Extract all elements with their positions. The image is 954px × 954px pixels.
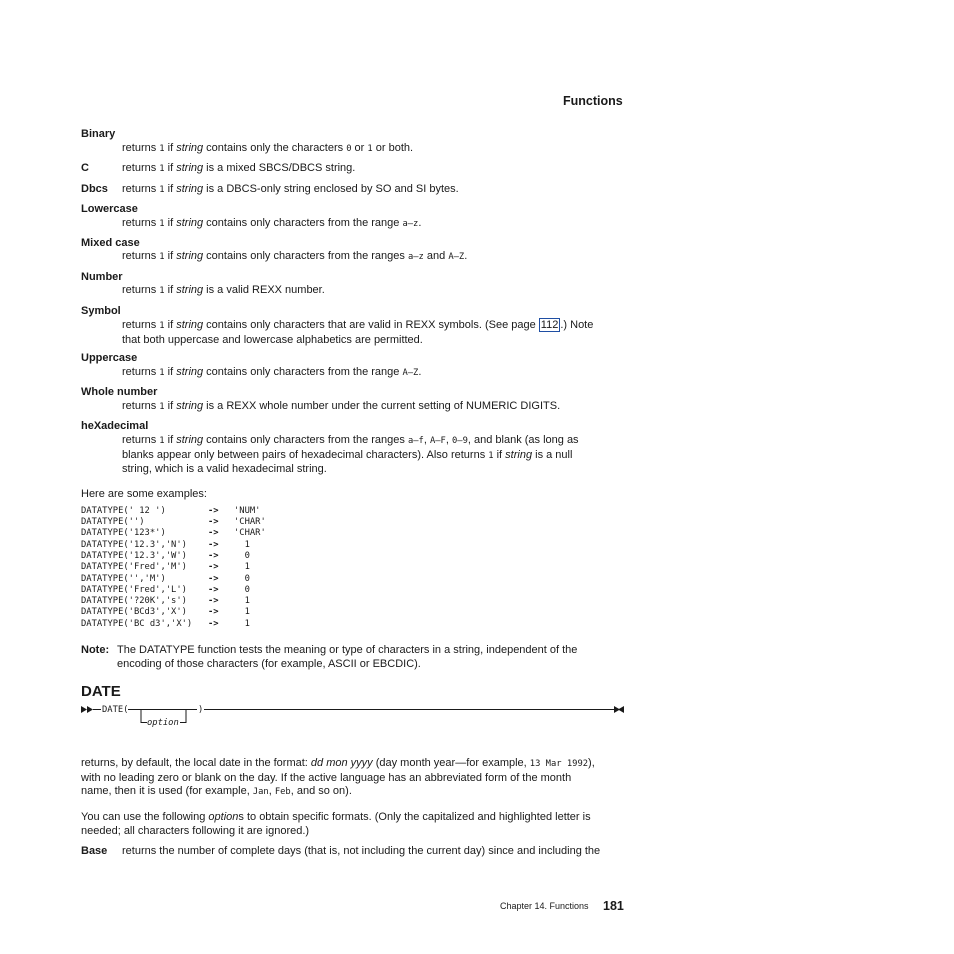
example-arrow: ->: [208, 551, 219, 561]
text: ,: [423, 434, 430, 446]
option-desc-dbcs: [122, 183, 632, 198]
example-result: 0: [234, 551, 250, 561]
option-term-mixed-case: Mixed case: [81, 237, 140, 249]
example-arrow: ->: [208, 506, 219, 516]
note-line: The DATATYPE function tests the meaning or type of characters in a string, independent of the: [117, 644, 578, 656]
text: contains only characters from the range: [203, 217, 403, 229]
note-label: Note:: [81, 644, 110, 656]
example-arrow: ->: [208, 607, 219, 617]
option-desc-number: [122, 284, 632, 299]
example-result: 'CHAR': [234, 517, 266, 527]
example-arrow: ->: [208, 540, 219, 550]
code: 1: [488, 450, 494, 461]
example-call: DATATYPE('Fred','L'): [81, 585, 187, 595]
code: Feb: [274, 787, 291, 797]
example-call: DATATYPE('BC d3','X'): [81, 619, 193, 629]
text: returns: [122, 434, 160, 446]
code: 0–9: [451, 436, 468, 446]
option-desc-whole-number: [122, 400, 632, 415]
option-desc-c: [122, 162, 632, 177]
text: and: [423, 250, 449, 262]
example-call: DATATYPE('','M'): [81, 574, 166, 584]
syntax-keyword-date: DATE(: [102, 705, 129, 715]
example-arrow: ->: [208, 619, 219, 629]
example-arrow: ->: [208, 528, 219, 538]
text: if: [493, 448, 506, 461]
syntax-option-placeholder: option: [147, 718, 179, 728]
text: needed; all characters following it are ignored.): [81, 824, 310, 837]
text: (day month year—for example,: [372, 757, 530, 769]
text: returns: [122, 284, 160, 296]
emph: option: [208, 811, 239, 823]
examples-intro: Here are some examples:: [81, 488, 207, 500]
code: 1: [159, 219, 165, 229]
text: returns: [122, 319, 160, 331]
code: a–z: [407, 252, 424, 262]
option-term-dbcs: Dbcs: [81, 183, 108, 195]
emph: string: [176, 434, 204, 446]
text: is a mixed SBCS/DBCS string.: [203, 162, 356, 174]
text: returns: [122, 250, 160, 262]
example-result: 0: [234, 574, 250, 584]
text: .: [464, 250, 468, 262]
code: 1: [159, 436, 165, 446]
code: A–Z: [402, 368, 419, 378]
double-arrow-start-icon: [81, 706, 93, 713]
text: returns: [122, 162, 160, 174]
code: A–Z: [448, 252, 465, 262]
example-arrow: ->: [208, 562, 219, 572]
text: returns: [122, 366, 160, 378]
option-desc-lowercase: [122, 217, 632, 232]
text: ),: [588, 757, 595, 769]
note-line: encoding of those characters (for example, ASCII or EBCDIC).: [117, 657, 421, 670]
code: 1: [159, 144, 165, 154]
emph: string: [176, 142, 204, 154]
example-result: 1: [234, 619, 250, 629]
option-desc-symbol: [122, 318, 632, 347]
footer-chapter: Chapter 14. Functions: [500, 901, 589, 911]
emph: dd mon yyyy: [310, 757, 373, 769]
text: ,: [268, 785, 275, 797]
text: returns: [122, 142, 160, 154]
text: if: [164, 434, 177, 446]
code: 1: [159, 164, 165, 174]
text: , and blank (as long as: [467, 434, 579, 446]
option-term-c: C: [81, 162, 89, 174]
example-arrow: ->: [208, 574, 219, 584]
text: if: [164, 142, 177, 154]
text: is a valid REXX number.: [203, 284, 325, 296]
text: .: [418, 217, 422, 229]
code: 0: [346, 144, 352, 154]
option-desc-hexadecimal: [122, 434, 632, 477]
option-term-lowercase: Lowercase: [81, 203, 138, 215]
emph: string: [505, 448, 533, 461]
text: s to obtain specific formats. (Only the capitalized and highlighted letter is: [238, 811, 591, 823]
text: , and so on).: [290, 785, 352, 797]
example-result: 1: [234, 596, 250, 606]
emph: string: [176, 284, 204, 296]
text: is a REXX whole number under the current setting of NUMERIC DIGITS.: [203, 400, 561, 412]
text: contains only characters from the range: [203, 366, 403, 378]
text: if: [164, 400, 177, 412]
emph: string: [176, 217, 204, 229]
text: if: [164, 162, 177, 174]
syntax-diagram: [80, 700, 630, 732]
example-result: 'CHAR': [234, 528, 266, 538]
page-number: 181: [603, 899, 624, 913]
page-link-112[interactable]: 112: [540, 319, 559, 331]
text: is a DBCS-only string enclosed by SO and SI bytes.: [203, 183, 459, 195]
date-options-intro: [81, 811, 641, 838]
text: string, which is a valid hexadecimal string.: [122, 463, 327, 475]
text: contains only characters that are valid in REXX symbols. (See page: [203, 319, 539, 331]
code: 1: [367, 144, 373, 154]
text: if: [164, 284, 177, 296]
text: with no leading zero or blank on the day. If the active language has an abbreviated form of the month: [81, 771, 572, 784]
option-term-hexadecimal: heXadecimal: [81, 420, 149, 432]
example-call: DATATYPE(''): [81, 517, 145, 527]
text: .) Note: [560, 319, 594, 331]
code: a–f: [407, 436, 424, 446]
text: that both uppercase and lowercase alphabetics are permitted.: [122, 333, 423, 346]
example-call: DATATYPE('123*'): [81, 528, 166, 538]
emph: string: [176, 250, 204, 262]
option-desc-uppercase: [122, 366, 632, 381]
text: blanks appear only between pairs of hexadecimal characters). Also returns: [122, 448, 489, 461]
option-term-uppercase: Uppercase: [81, 352, 138, 364]
emph: string: [176, 400, 204, 412]
running-header: Functions: [563, 94, 623, 108]
code: 1: [159, 252, 165, 262]
option-term-symbol: Symbol: [81, 305, 121, 317]
example-call: DATATYPE('Fred','M'): [81, 562, 187, 572]
code: Jan: [252, 787, 269, 797]
code: 1: [159, 402, 165, 412]
text: is a null: [532, 448, 573, 461]
code: 1: [159, 286, 165, 296]
example-result: 1: [234, 540, 250, 550]
text: if: [164, 250, 177, 262]
emph: string: [176, 366, 204, 378]
text: returns: [122, 217, 160, 229]
text: or: [351, 142, 368, 154]
code: 1: [159, 185, 165, 195]
text: contains only the characters: [203, 142, 347, 154]
text: if: [164, 183, 177, 195]
text: returns: [122, 400, 160, 412]
option-desc-binary: [122, 142, 632, 157]
text: You can use the following: [81, 811, 209, 823]
emph: string: [176, 319, 204, 331]
syntax-close-paren: ): [198, 705, 204, 715]
code: a–z: [402, 219, 419, 229]
text: if: [164, 217, 177, 229]
option-term-base: Base: [81, 845, 108, 857]
text: returns, by default, the local date in the format:: [81, 757, 311, 769]
example-arrow: ->: [208, 596, 219, 606]
text: contains only characters from the ranges: [203, 250, 408, 262]
text: if: [164, 319, 177, 331]
option-term-number: Number: [81, 271, 123, 283]
code: 13 Mar 1992: [529, 759, 589, 769]
example-call: DATATYPE('?20K','s'): [81, 596, 187, 606]
option-desc-base: returns the number of complete days (that is, not including the current day) since and including the: [122, 845, 601, 857]
example-result: 1: [234, 607, 250, 617]
example-call: DATATYPE('12.3','N'): [81, 540, 187, 550]
text: or both.: [372, 142, 414, 154]
date-description: [81, 757, 641, 800]
text: if: [164, 366, 177, 378]
emph: string: [176, 162, 204, 174]
example-call: DATATYPE(' 12 '): [81, 506, 166, 516]
text: contains only characters from the ranges: [203, 434, 408, 446]
arrow-end-icon: [614, 706, 624, 713]
text: name, then it is used (for example,: [81, 785, 253, 797]
option-term-whole-number: Whole number: [81, 386, 158, 398]
example-arrow: ->: [208, 585, 219, 595]
text: ,: [445, 434, 452, 446]
example-result: 'NUM': [234, 506, 261, 516]
section-title-date: DATE: [81, 683, 121, 700]
example-call: DATATYPE('12.3','W'): [81, 551, 187, 561]
text: returns: [122, 183, 160, 195]
note-text: [117, 644, 637, 671]
example-call: DATATYPE('BCd3','X'): [81, 607, 187, 617]
option-term-binary: Binary: [81, 128, 116, 140]
text: .: [418, 366, 422, 378]
option-desc-mixed-case: [122, 250, 632, 265]
emph: string: [176, 183, 204, 195]
code: A–F: [429, 436, 446, 446]
code: 1: [159, 368, 165, 378]
example-result: 1: [234, 562, 250, 572]
code: 1: [159, 321, 165, 331]
example-arrow: ->: [208, 517, 219, 527]
example-result: 0: [234, 585, 250, 595]
